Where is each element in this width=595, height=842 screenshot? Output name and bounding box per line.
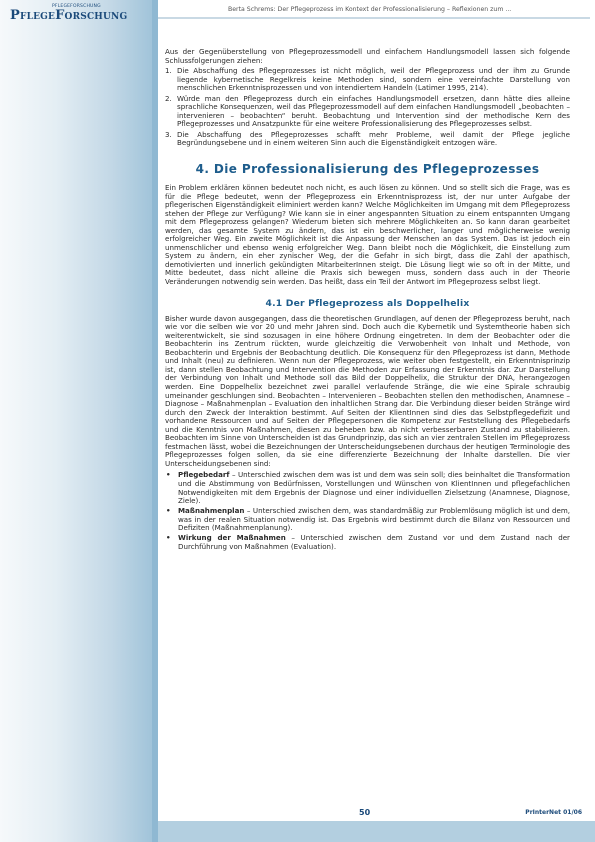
article-body xyxy=(165,48,570,553)
list-text: Die Abschaffung des Pflegeprozesses ist nicht möglich, weil der Pflegeprozess und der ihm zu Grunde liegende kybernetische Regelkreis keine Methoden sind, sondern eine vereinfachte Darstellung von menschlichen Erkenntnisprozessen und von intendiertem Handeln (Latimer 1995, 214). xyxy=(177,66,570,93)
running-head: Berta Schrems: Der Pflegeprozess im Kontext der Professionalisierung – Reflexionen zum ... xyxy=(228,6,512,13)
list-item xyxy=(165,507,570,533)
footer-band xyxy=(158,821,595,842)
list-item xyxy=(165,534,570,551)
section-heading-4-1: 4.1 Der Pflegeprozess als Doppelhelix xyxy=(265,297,470,309)
bullet-text: – Unterschied zwischen dem, was standardmäßig zur Problemlösung möglich ist und dem, was in der realen Situation notwendig ist. Das Ergebnis wird bestimmt durch die Bilanz von Ressourcen und Defiziten (Maßnahmenplanung). xyxy=(178,506,570,533)
intro-paragraph: Aus der Gegenüberstellung von Pflegeprozessmodell und einfachem Handlungsmodell lassen sich folgende Schlussfolgerungen ziehen: xyxy=(165,47,570,65)
bullet-icon: • xyxy=(166,533,171,543)
bullet-text: – Unterschied zwischen dem was ist und dem was sein soll; dies beinhaltet die Transformation und die Abstimmung von Bedürfnissen, Vorstellungen und Wünschen von KlientInnen und pflegefachlichen Notwendigkeiten mit dem Ergebnis der Diagnose und einer individuellen Zielsetzung (Anamnese, Diagnose, Ziele). xyxy=(178,470,570,506)
list-text: Die Abschaffung des Pflegeprozesses schafft mehr Probleme, weil damit der Pflege jegliche Begründungsebene und in einem weiteren Sinn auch die Eigenständigkeit entzogen wäre. xyxy=(177,129,570,148)
section-4-1-paragraph: Bisher wurde davon ausgegangen, dass die theoretischen Grundlagen, auf denen der Pflegeprozess beruht, nach wie vor die selben wie vor 20 und mehr Jahren sind. Doch auch die Kybernetik und Systemtheorie haben sich weiterentwickelt, sie sind sozusagen in eine höhere Ordnung eingetreten. In dem der Beobachter oder die Beobachterin ins Zentrum rückten, wurde gleichzeitig die Verwobenheit von Inhalt und Methode, von Beobachterin und Ergebnis der Beobachtung deutlich. Die Konsequenz für den Pflegeprozess ist dann, Methode und Inhalt (neu) zu definieren. Wenn nun der Pflegeprozess, wie weiter oben festgestellt, ein Erkenntnisprinzip ist, dann stellen Beobachtung und Intervention die Methoden zur Erfassung der Erkenntnis dar. Zur Darstellung der Verbindung von Inhalt und Methode soll das Bild der Doppelhelix, die Struktur der DNA, herangezogen werden. Eine Doppelhelix bezeichnet zwei parallel verlaufende Stränge, die wie eine Spirale schraubig umeinander geschlungen sind. Beobachten – Intervenieren – Beobachten stellen den methodischen, Anamnese – Diagnose – Maßnahmenplan – Evaluation den inhaltlichen Strang dar. Die Verbindung dieser beiden Stränge wird durch den Zweck der Interaktion bestimmt. Auf Seiten der KlientInnen sind dies das Selbstpflegedefizit und vorhandene Ressourcen und auf Seiten der Pflegepersonen die Kompetenz zur Feststellung des Pflegebedarfs und die Kenntnis von Maßnahmen, diesen zu beheben bzw. ab nicht verbesserbaren Zustand zu stabilisieren. Beobachten im Sinne von Unterscheiden ist das Grundprinzip, das sich an vier zentralen Stellen im Pflegeprozess festmachen lässt, wobei die Bezeichnungen der Unterscheidungsebenen durchaus der heutigen Terminologie des Pflegeprozesses folgen sollen, da sie eine differenzierte Bezeichnung der Inhalte darstellen. Die vier Unterscheidungsebenen sind: xyxy=(165,313,570,468)
bullet-term: Maßnahmenplan xyxy=(178,506,245,516)
conclusions-list xyxy=(165,67,570,148)
list-item xyxy=(165,67,570,93)
bullet-term: Pflegebedarf xyxy=(178,470,230,480)
bullet-icon: • xyxy=(166,470,171,480)
list-number: 3. xyxy=(165,129,172,139)
journal-issue: PrInterNet 01/06 xyxy=(525,809,582,816)
logo-kicker: PFLEGEFORSCHUNG xyxy=(52,4,101,9)
list-number: 1. xyxy=(165,66,172,76)
distinction-levels-list xyxy=(165,471,570,551)
page-footer xyxy=(165,808,590,820)
section-4-paragraph: Ein Problem erklären können bedeutet noch nicht, es auch lösen zu können. Und so stellt sich die Frage, was es für die Pflege bedeutet, wenn der Pflegeprozess ein Erkenntnisprozess ist, der nur unter Aufgabe der pflegerischen Eigenständigkeit eliminiert werden kann? Welche Möglichkeiten im Umgang mit dem Pflegeprozess stehen der Pflege zur Verfügung? Wie kann sie in einer angespannten Situation zu einem entspannten Umgang mit dem Pflegeprozess gelangen? Wiederum bieten sich mehrere Möglichkeiten an. So kann daran gearbeitet werden, das gesamte System zu ändern, das ist ein beschwerlicher, langer und möglicherweise wenig erfolgreicher Weg. Ein zweite Möglichkeit ist die Anpassung der Menschen an das System. Das ist jedoch ein unmenschlicher und ebenso wenig erfolgreicher Weg. Dann bleibt noch die Möglichkeit, die Einstellung zum System zu ändern, ein eher zynischer Weg, der die Gefahr in sich birgt, dass die Zahl der apathisch, demotivierten und innerlich gekündigten MitarbeiterInnen steigt. Die Lösung liegt wie so oft in der Mitte, und Mitte bedeutet, dass nicht alleine die Praxis sich bewegen muss, sondern dass auch in der Theorie Veränderungen notwendig sein werden. Das heißt, dass ein Teil der Antwort im Pflegeprozess selbst liegt. xyxy=(165,183,570,287)
bullet-text: – Unterschied zwischen dem Zustand vor und dem Zustand nach der Durchführung von Maßnahmen (Evaluation). xyxy=(178,533,570,551)
header-rule xyxy=(158,17,590,19)
bullet-term: Wirkung der Maßnahmen xyxy=(178,533,286,543)
logo-wordmark: PflegeForschung xyxy=(10,8,128,23)
list-item xyxy=(165,131,570,148)
list-text: Würde man den Pflegeprozess durch ein einfaches Handlungsmodell ersetzen, dann hätte dies alleine sprachliche Konsequenzen, weil das Pflegeprozessmodell auf dem einfachen Handlungsmodell „beobachten – intervenieren – beobachten“ beruht. Beobachtung und Intervention sind der methodische Kern des Pflegeprozesses und Ansatzpunkte für eine weitere Professionalisierung des Pflegeprozesses selbst. xyxy=(177,93,570,129)
section-heading-4: 4. Die Professionalisierung des Pflegeprozesses xyxy=(195,162,540,177)
page-number: 50 xyxy=(359,808,371,817)
list-item xyxy=(165,95,570,129)
decorative-sidebar xyxy=(0,0,158,842)
list-item xyxy=(165,471,570,505)
list-number: 2. xyxy=(165,93,172,103)
bullet-icon: • xyxy=(166,506,171,516)
